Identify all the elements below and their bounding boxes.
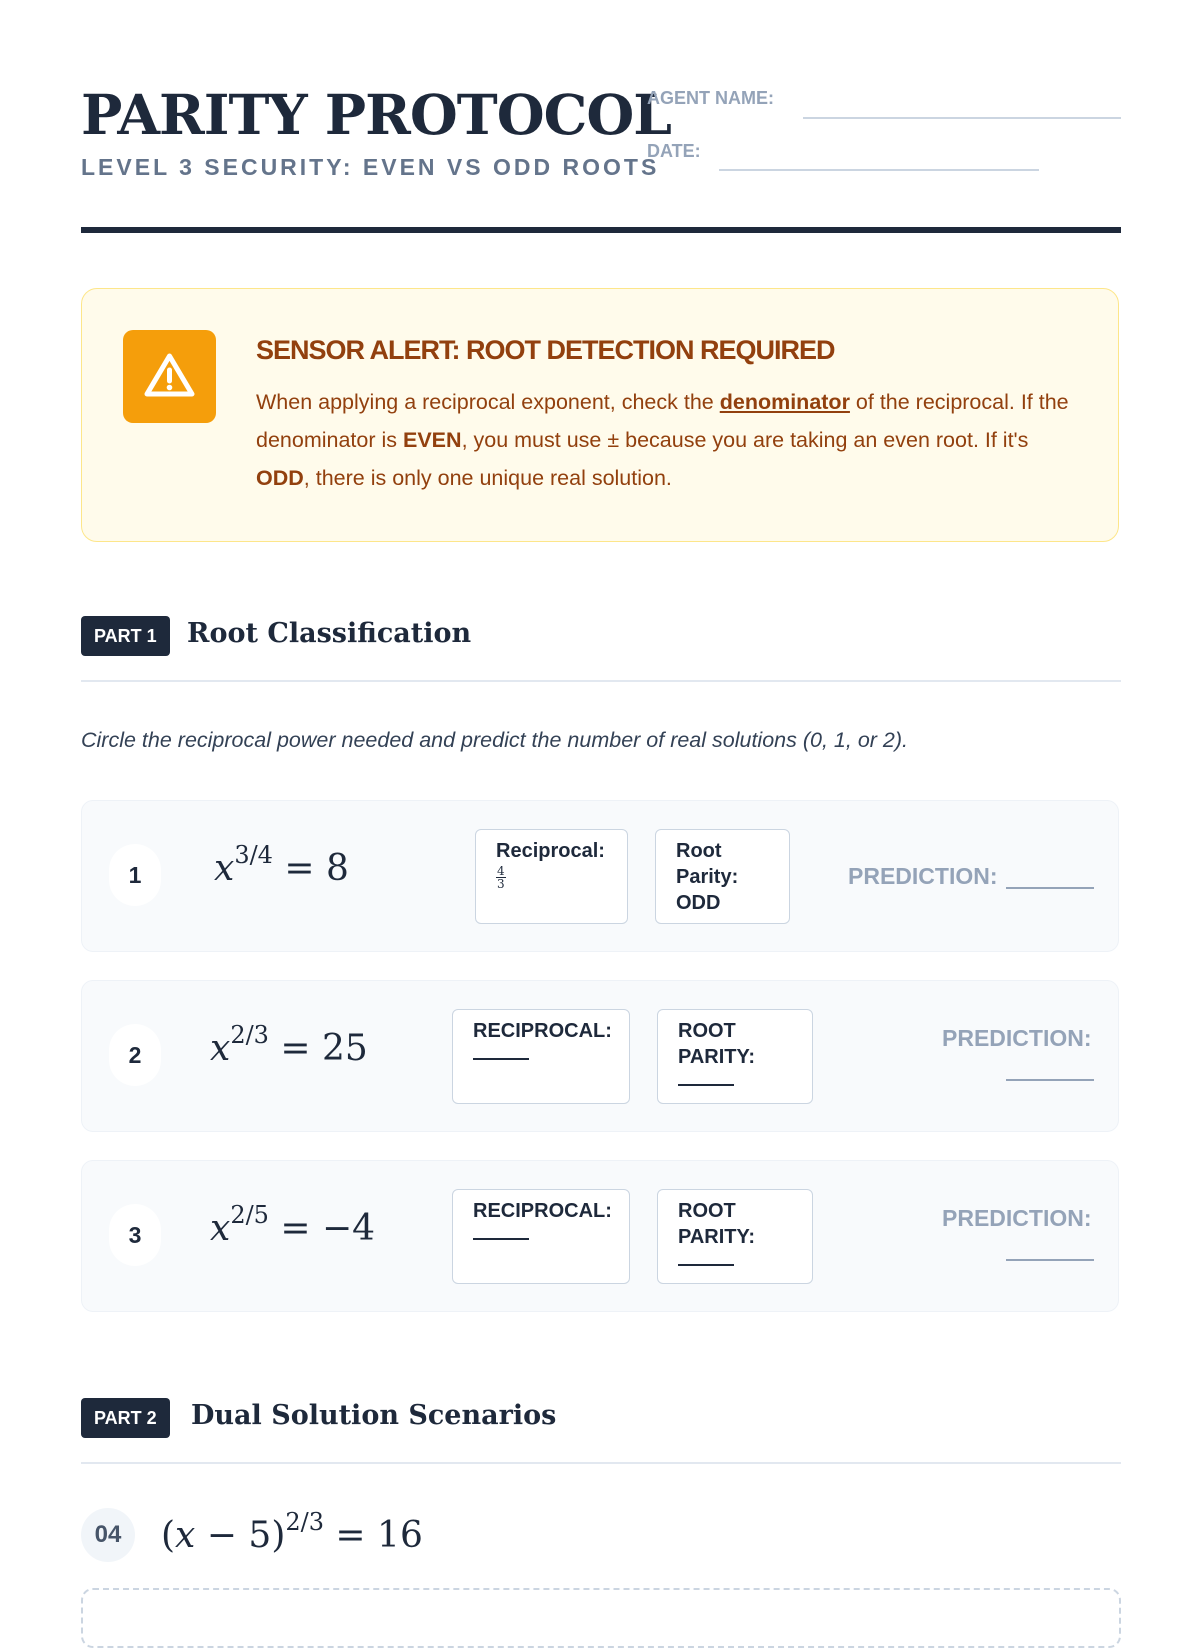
problem-row bbox=[81, 980, 1119, 1132]
eq-exponent: 2/5 bbox=[230, 1201, 269, 1229]
eq-rhs: = 16 bbox=[323, 1515, 423, 1556]
parity-value: ODD bbox=[676, 892, 721, 914]
header bbox=[81, 80, 1121, 228]
problem-equation bbox=[214, 841, 349, 889]
alert-title: SENSOR ALERT: ROOT DETECTION REQUIRED bbox=[256, 335, 835, 365]
prediction-field[interactable] bbox=[1006, 887, 1094, 889]
reciprocal-box[interactable] bbox=[452, 1009, 630, 1104]
alert-keyword-odd: ODD bbox=[256, 466, 304, 490]
problem-equation bbox=[210, 1021, 368, 1069]
reciprocal-box[interactable] bbox=[475, 829, 628, 924]
eq-base: x bbox=[214, 848, 235, 889]
alert-keyword-denominator: denominator bbox=[719, 390, 850, 414]
reciprocal-label: RECIPROCAL: bbox=[473, 1200, 612, 1222]
part-badge: PART 1 bbox=[81, 616, 170, 656]
problem-number: 1 bbox=[109, 844, 161, 906]
warning-icon bbox=[123, 330, 216, 423]
eq-paren: ( bbox=[161, 1515, 176, 1556]
parity-blank[interactable] bbox=[678, 1070, 734, 1086]
eq-rhs: = 25 bbox=[280, 1028, 368, 1069]
parity-label: PARITY: bbox=[678, 1046, 756, 1068]
page-title: PARITY PROTOCOL bbox=[81, 82, 671, 147]
date-field[interactable] bbox=[719, 169, 1039, 171]
reciprocal-label: RECIPROCAL: bbox=[473, 1020, 612, 1042]
sensor-alert-box bbox=[81, 288, 1119, 542]
agent-name-field[interactable] bbox=[803, 117, 1121, 119]
problem-number: 04 bbox=[81, 1508, 135, 1562]
header-divider bbox=[81, 227, 1121, 233]
part-divider bbox=[81, 680, 1121, 682]
reciprocal-label: Reciprocal: bbox=[496, 840, 605, 862]
prediction-label: PREDICTION: bbox=[848, 863, 998, 889]
parity-label: ROOT bbox=[678, 1020, 736, 1042]
reciprocal-box[interactable] bbox=[452, 1189, 630, 1284]
reciprocal-value bbox=[496, 865, 506, 890]
parity-label: Root bbox=[676, 840, 722, 862]
part-badge: PART 2 bbox=[81, 1398, 170, 1438]
eq-rhs: = 8 bbox=[284, 848, 349, 889]
agent-name-label: AGENT NAME: bbox=[647, 88, 774, 108]
eq-base: x bbox=[210, 1028, 231, 1069]
problem-equation bbox=[210, 1201, 376, 1249]
prediction-label: PREDICTION: bbox=[942, 1025, 1092, 1051]
reciprocal-blank[interactable] bbox=[473, 1224, 529, 1240]
problem-row bbox=[81, 1160, 1119, 1312]
fraction-denominator: 3 bbox=[497, 877, 505, 892]
page-subtitle: LEVEL 3 SECURITY: EVEN VS ODD ROOTS bbox=[81, 154, 660, 180]
problem-row bbox=[81, 800, 1119, 952]
parity-blank[interactable] bbox=[678, 1250, 734, 1266]
eq-base: x bbox=[210, 1208, 231, 1249]
eq-exponent: 2/3 bbox=[285, 1508, 324, 1536]
alert-keyword-even: EVEN bbox=[403, 428, 462, 452]
alert-text: , there is only one unique real solution. bbox=[303, 466, 672, 490]
alert-text: of the reciprocal. If the denominator is bbox=[256, 390, 1069, 452]
eq-exponent: 2/3 bbox=[230, 1021, 269, 1049]
root-parity-box[interactable] bbox=[657, 1189, 813, 1284]
root-parity-box[interactable] bbox=[657, 1009, 813, 1104]
eq-exponent: 3/4 bbox=[234, 841, 273, 869]
problem-number: 3 bbox=[109, 1204, 161, 1266]
eq-base: x bbox=[175, 1515, 196, 1556]
prediction-field[interactable] bbox=[1006, 1079, 1094, 1081]
reciprocal-blank[interactable] bbox=[473, 1044, 529, 1060]
date-label: DATE: bbox=[647, 141, 701, 161]
work-area[interactable] bbox=[81, 1588, 1121, 1648]
instructions: Circle the reciprocal power needed and predict the number of real solutions (0, 1, or 2). bbox=[81, 728, 908, 752]
parity-label: PARITY: bbox=[678, 1226, 756, 1248]
eq-inner: − 5) bbox=[195, 1515, 286, 1556]
prediction-label: PREDICTION: bbox=[942, 1205, 1092, 1231]
part-title: Root Classification bbox=[187, 618, 472, 649]
alert-text: , you must use ± because you are taking an even root. If it's bbox=[461, 428, 1029, 452]
part-title: Dual Solution Scenarios bbox=[191, 1400, 557, 1431]
root-parity-box[interactable] bbox=[655, 829, 790, 924]
prediction-field[interactable] bbox=[1006, 1259, 1094, 1261]
parity-label: ROOT bbox=[678, 1200, 736, 1222]
parity-label: Parity: bbox=[676, 866, 739, 888]
part-divider bbox=[81, 1462, 1121, 1464]
alert-body bbox=[256, 383, 1076, 497]
alert-text: When applying a reciprocal exponent, check the bbox=[256, 390, 720, 414]
problem-number: 2 bbox=[109, 1024, 161, 1086]
problem-equation bbox=[161, 1508, 423, 1556]
eq-rhs: = −4 bbox=[280, 1208, 376, 1249]
fraction-numerator: 4 bbox=[497, 864, 505, 879]
